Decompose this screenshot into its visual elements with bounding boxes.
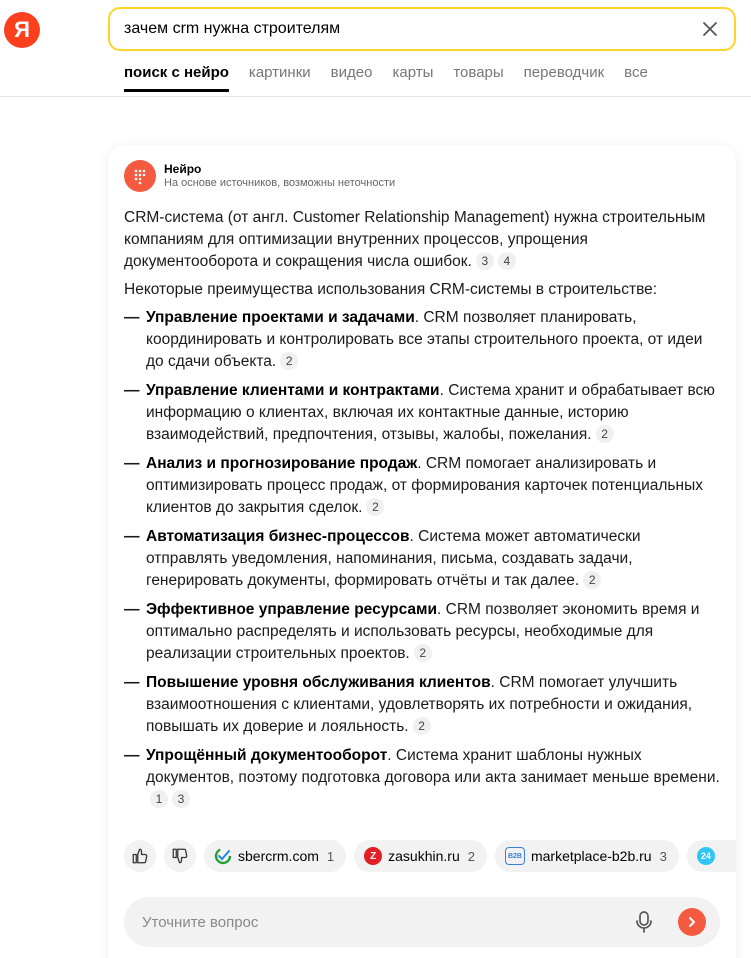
- item-text: . Система может автоматически отправлять уведомления, напоминания, письма, создавать задачи, генерировать документы, формировать отчёты и так далее.: [146, 528, 641, 589]
- item-text: . CRM позволяет экономить время и оптимально распределять и использовать ресурсы, необходимые для реализации строительных проектов.: [146, 601, 700, 662]
- tab-video[interactable]: видео: [330, 64, 373, 81]
- item-title: Эффективное управление ресурсами: [146, 601, 438, 618]
- close-icon: [702, 21, 718, 37]
- list-dash: —: [124, 382, 140, 399]
- list-dash: —: [124, 309, 140, 326]
- like-button[interactable]: [124, 840, 156, 872]
- tab-images[interactable]: картинки: [248, 64, 311, 81]
- yandex-logo[interactable]: [4, 12, 40, 48]
- item-title: Упрощённый документооборот: [146, 747, 388, 764]
- item-title: Повышение уровня обслуживания клиентов: [146, 674, 491, 691]
- thumbs-up-icon: [131, 847, 149, 865]
- search-box[interactable]: [108, 7, 736, 51]
- answer-intro: [124, 207, 724, 273]
- chevron-right-icon: [686, 916, 698, 928]
- citation-badge[interactable]: 2: [366, 498, 384, 516]
- voice-input-button[interactable]: [632, 910, 656, 934]
- feedback-and-sources-row: [124, 840, 736, 872]
- list-dash: —: [124, 674, 140, 691]
- source-name: marketplace-b2b.ru: [530, 848, 652, 864]
- citation-badge[interactable]: 2: [583, 571, 601, 589]
- citation-badge[interactable]: 3: [476, 252, 494, 270]
- list-dash: —: [124, 601, 140, 618]
- microphone-icon: [635, 910, 653, 934]
- citation-badge[interactable]: 2: [280, 352, 298, 370]
- dislike-button[interactable]: [164, 840, 196, 872]
- neiro-title: Нейро: [164, 162, 202, 176]
- search-input[interactable]: [124, 20, 698, 38]
- search-tabs: [124, 64, 668, 92]
- neiro-header: [124, 160, 395, 192]
- citation-badge[interactable]: 2: [414, 644, 432, 662]
- neiro-avatar: [124, 160, 156, 192]
- neiro-logo-icon: [131, 167, 149, 185]
- item-text: . Система хранит шаблоны нужных документов, поэтому подготовка договора или акта занимает меньше времени.: [146, 747, 720, 786]
- tabs-divider: [0, 96, 751, 97]
- yandex-logo-letter: Я: [14, 17, 30, 42]
- bitrix24-logo-icon: 24: [697, 847, 715, 865]
- intro-text: CRM-система (от англ. Customer Relationship Management) нужна строительным компаниям для оптимизации внутренних процессов, упрощения документооборота и сокращения числа ошибок.: [124, 209, 706, 270]
- citation-badge[interactable]: 2: [413, 717, 431, 735]
- source-name: zasukhin.ru: [388, 848, 460, 864]
- send-button[interactable]: [678, 908, 706, 936]
- list-item: [124, 307, 724, 373]
- answer-lead: Некоторые преимущества использования CRM-системы в строительстве:: [124, 281, 658, 298]
- tab-all[interactable]: все: [624, 64, 648, 81]
- item-text: . CRM позволяет планировать, координировать и контролировать все этапы строительного проекта, от идеи до сдачи объекта.: [146, 309, 703, 370]
- item-title: Автоматизация бизнес-процессов: [146, 528, 410, 545]
- source-chip[interactable]: [495, 840, 679, 872]
- list-item: [124, 526, 724, 592]
- clear-search-button[interactable]: [698, 17, 722, 41]
- citation-badge[interactable]: 4: [498, 252, 516, 270]
- zasukhin-logo-icon: Z: [364, 847, 382, 865]
- list-item: [124, 453, 724, 519]
- neiro-answer-card: [108, 145, 736, 958]
- item-title: Управление проектами и задачами: [146, 309, 415, 326]
- neiro-subtitle: На основе источников, возможны неточности: [164, 177, 396, 189]
- list-dash: —: [124, 455, 140, 472]
- source-count: 3: [659, 848, 667, 864]
- tab-translator[interactable]: переводчик: [523, 64, 605, 81]
- followup-input[interactable]: [142, 914, 632, 931]
- sbercrm-logo-icon: [214, 847, 232, 865]
- source-name: sbercrm.com: [238, 848, 319, 864]
- b2b-logo-icon: B2B: [505, 847, 525, 865]
- list-item: [124, 745, 724, 811]
- item-title: Анализ и прогнозирование продаж: [146, 455, 418, 472]
- list-item: [124, 599, 724, 665]
- list-dash: —: [124, 528, 140, 545]
- neiro-answer-text: [124, 207, 724, 818]
- followup-box[interactable]: [124, 897, 720, 947]
- tab-maps[interactable]: карты: [392, 64, 434, 81]
- tab-neiro-search[interactable]: поиск с нейро: [124, 64, 229, 92]
- citation-badge[interactable]: 2: [596, 425, 614, 443]
- source-chip[interactable]: [687, 840, 736, 872]
- source-count: 2: [467, 848, 475, 864]
- item-title: Управление клиентами и контрактами: [146, 382, 440, 399]
- citation-badge[interactable]: 1: [150, 790, 168, 808]
- item-text: . CRM помогает анализировать и оптимизировать процесс продаж, от формирования карточек потенциальных клиентов до закрытия сделок.: [146, 455, 703, 516]
- list-item: [124, 380, 724, 446]
- thumbs-down-icon: [171, 847, 189, 865]
- list-item: [124, 672, 724, 738]
- source-chip[interactable]: [204, 840, 346, 872]
- source-count: 1: [326, 848, 335, 864]
- citation-badge[interactable]: 3: [172, 790, 190, 808]
- tab-products[interactable]: товары: [453, 64, 504, 81]
- item-text: . Система хранит и обрабатывает всю информацию о клиентах, включая их контактные данные, историю взаимодействий, предпочтения, отзывы, жалобы, пожелания.: [146, 382, 715, 443]
- list-dash: —: [124, 747, 140, 764]
- item-text: . CRM помогает улучшить взаимоотношения с клиентами, удовлетворять их потребности и ожидания, повышать их доверие и лояльность.: [146, 674, 693, 735]
- source-chip[interactable]: [354, 840, 487, 872]
